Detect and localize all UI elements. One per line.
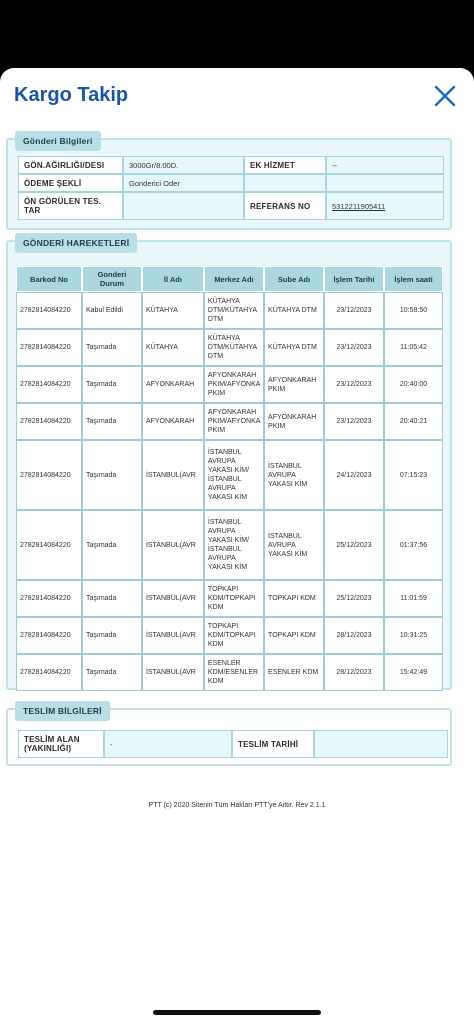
- cell-date: 28/12/2023: [324, 654, 384, 691]
- cell-time: 20:40:00: [384, 366, 443, 403]
- cell-date: 25/12/2023: [324, 510, 384, 580]
- status-bar-area: [0, 0, 474, 70]
- cell-date: 23/12/2023: [324, 403, 384, 440]
- delivery-panel: [6, 708, 452, 766]
- cell-date: 23/12/2023: [324, 366, 384, 403]
- table-row: [16, 403, 443, 440]
- table-row: [16, 440, 443, 510]
- cell-barcode: 2782814084220: [16, 510, 82, 580]
- expected-date-value: [123, 192, 244, 220]
- header-date: İşlem Tarihi: [324, 266, 384, 292]
- receiver-label: TESLİM ALAN (YAKINLIĞI): [18, 730, 104, 758]
- footer-text: PTT (c) 2020 Sitenin Tüm Hakları PTT'ye Aittir. Rev 2.1.1: [148, 802, 326, 809]
- header-branch: Sube Adı: [264, 266, 324, 292]
- cell-center: ESENLER KDM/ESENLER KDM: [204, 654, 264, 691]
- cell-date: 23/12/2023: [324, 329, 384, 366]
- table-row: [16, 510, 443, 580]
- cell-barcode: 2782814084220: [16, 366, 82, 403]
- cell-date: 23/12/2023: [324, 292, 384, 329]
- cell-time: 15:42:49: [384, 654, 443, 691]
- cell-time: 20:40:21: [384, 403, 443, 440]
- cell-city: İSTANBUL(AVR: [142, 510, 204, 580]
- cell-city: İSTANBUL(AVR: [142, 654, 204, 691]
- cell-branch: İSTANBUL AVRUPA YAKASI KİM: [264, 510, 324, 580]
- receiver-value: -: [104, 730, 232, 758]
- weight-value: 3000Gr/8.00D.: [123, 156, 244, 174]
- cell-branch: İSTANBUL AVRUPA YAKASI KİM: [264, 440, 324, 510]
- cell-status: Kabul Edildi: [82, 292, 142, 329]
- shipment-info-title: Gönderi Bilgileri: [15, 131, 101, 151]
- cell-status: Taşımada: [82, 366, 142, 403]
- cell-center: İSTANBUL AVRUPA YAKASI KİM/ İSTANBUL AVRUPA YAKASI KİM: [204, 510, 264, 580]
- header-city: İl Adı: [142, 266, 204, 292]
- movements-panel: [6, 240, 452, 690]
- home-indicator: [153, 1010, 321, 1015]
- cell-time: 07:15:23: [384, 440, 443, 510]
- table-row: [16, 654, 443, 691]
- shipment-info-panel: [6, 138, 452, 230]
- cell-branch: ESENLER KDM: [264, 654, 324, 691]
- cell-barcode: 2782814084220: [16, 654, 82, 691]
- expected-date-label: ÖN GÖRÜLEN TES. TAR: [18, 192, 123, 220]
- cell-branch: AFYONKARAH PKIM: [264, 403, 324, 440]
- cell-city: KÜTAHYA: [142, 329, 204, 366]
- page-title: Kargo Takip: [14, 84, 129, 106]
- delivery-date-value: [314, 730, 448, 758]
- cell-barcode: 2782814084220: [16, 292, 82, 329]
- delivery-title: TESLİM BİLGİLERİ: [15, 701, 110, 721]
- cell-status: Taşımada: [82, 654, 142, 691]
- cell-status: Taşımada: [82, 403, 142, 440]
- table-header-row: [16, 266, 443, 292]
- cell-center: İSTANBUL AVRUPA YAKASI KİM/ İSTANBUL AVRUPA YAKASI KİM: [204, 440, 264, 510]
- table-row: [16, 292, 443, 329]
- cell-time: 11:01:59: [384, 580, 443, 617]
- delivery-date-label: TESLİM TARİHİ: [232, 730, 314, 758]
- cell-center: TOPKAPI KDM/TOPKAPI KDM: [204, 580, 264, 617]
- table-row: [16, 580, 443, 617]
- header-time: İşlem saati: [384, 266, 443, 292]
- header-center: Merkez Adı: [204, 266, 264, 292]
- cell-branch: TOPKAPI KDM: [264, 617, 324, 654]
- cell-center: AFYONKARAH PKIM/AFYONKA PKIM: [204, 366, 264, 403]
- cell-barcode: 2782814084220: [16, 617, 82, 654]
- cell-barcode: 2782814084220: [16, 580, 82, 617]
- reference-value: 5312211905411: [326, 192, 444, 220]
- close-button[interactable]: [432, 83, 458, 109]
- cell-center: KÜTAHYA DTM/KÜTAHYA DTM: [204, 292, 264, 329]
- cell-barcode: 2782814084220: [16, 440, 82, 510]
- cell-branch: TOPKAPI KDM: [264, 580, 324, 617]
- shipment-info-table: [18, 156, 444, 220]
- cell-city: AFYONKARAH: [142, 366, 204, 403]
- cell-branch: KÜTAHYA DTM: [264, 329, 324, 366]
- table-row: [16, 329, 443, 366]
- modal-sheet: [0, 68, 474, 1025]
- cell-time: 11:05:42: [384, 329, 443, 366]
- cell-status: Taşımada: [82, 510, 142, 580]
- cell-city: AFYONKARAH: [142, 403, 204, 440]
- cell-city: İSTANBUL(AVR: [142, 580, 204, 617]
- cell-branch: AFYONKARAH PKIM: [264, 366, 324, 403]
- movements-table: [16, 266, 443, 691]
- cell-date: 25/12/2023: [324, 580, 384, 617]
- cell-barcode: 2782814084220: [16, 329, 82, 366]
- delivery-table: [18, 730, 448, 758]
- cell-time: 10:31:25: [384, 617, 443, 654]
- table-row: [16, 366, 443, 403]
- extra-service-value: --: [326, 156, 444, 174]
- cell-time: 10:58:50: [384, 292, 443, 329]
- cell-status: Taşımada: [82, 329, 142, 366]
- cell-city: İSTANBUL(AVR: [142, 440, 204, 510]
- close-icon: [432, 83, 458, 109]
- reference-label: REFERANS NO: [244, 192, 326, 220]
- cell-barcode: 2782814084220: [16, 403, 82, 440]
- header-status: Gonderi Durum: [82, 266, 142, 292]
- cell-center: AFYONKARAH PKIM/AFYONKA PKIM: [204, 403, 264, 440]
- cell-time: 01:37:56: [384, 510, 443, 580]
- payment-label: ÖDEME ŞEKLİ: [18, 174, 123, 192]
- cell-status: Taşımada: [82, 617, 142, 654]
- cell-date: 24/12/2023: [324, 440, 384, 510]
- cell-city: KÜTAHYA: [142, 292, 204, 329]
- cell-date: 28/12/2023: [324, 617, 384, 654]
- cell-center: KÜTAHYA DTM/KÜTAHYA DTM: [204, 329, 264, 366]
- cell-status: Taşımada: [82, 580, 142, 617]
- cell-center: TOPKAPI KDM/TOPKAPI KDM: [204, 617, 264, 654]
- table-row: [16, 617, 443, 654]
- cell-branch: KÜTAHYA DTM: [264, 292, 324, 329]
- header-barcode: Barkod No: [16, 266, 82, 292]
- cell-status: Taşımada: [82, 440, 142, 510]
- extra-service-label: EK HİZMET: [244, 156, 326, 174]
- cell-city: İSTANBUL(AVR: [142, 617, 204, 654]
- payment-value: Gonderici Oder: [123, 174, 244, 192]
- movements-title: GÖNDERİ HAREKETLERİ: [15, 233, 137, 253]
- weight-label: GÖN.AĞIRLIĞI/DESI: [18, 156, 123, 174]
